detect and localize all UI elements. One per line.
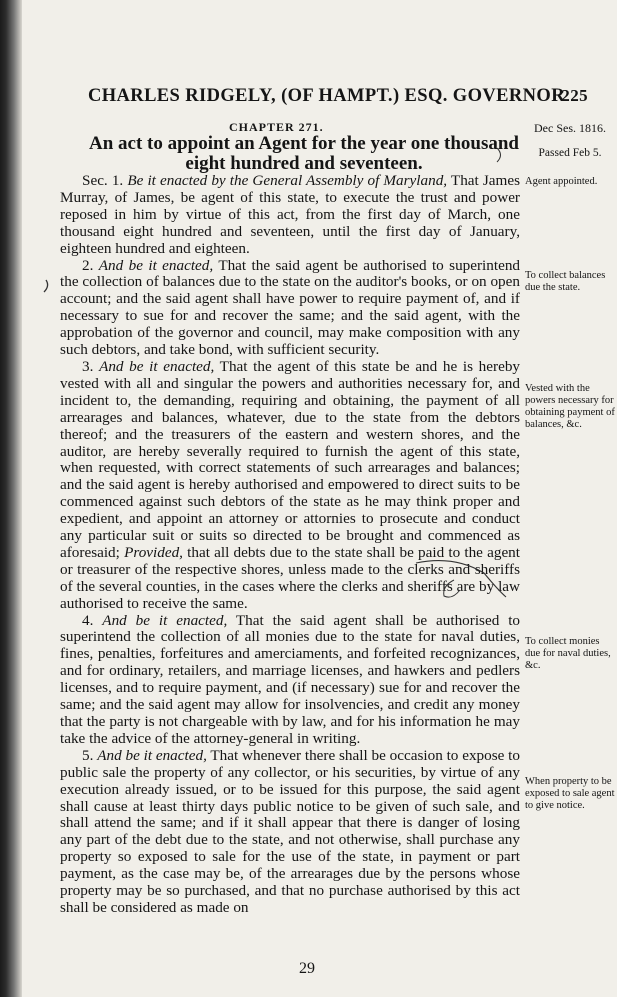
enacting-clause: And be it enacted, <box>99 357 215 375</box>
section-3 <box>60 359 520 613</box>
proviso-clause: Provided, <box>124 543 183 561</box>
document-page <box>24 0 615 997</box>
enacting-clause: And be it enacted, <box>102 611 228 629</box>
scan-binding-edge <box>0 0 22 997</box>
act-body <box>60 173 520 917</box>
section-lead: Sec. 1. <box>82 172 128 189</box>
running-head-title: CHARLES RIDGELY, (OF HAMPT.) ESQ. GOVERNOR <box>88 86 565 106</box>
section-lead: 2. <box>82 256 99 274</box>
section-5 <box>60 748 520 917</box>
act-title: An act to appoint an Agent for the year one thousand eight hundred and seventeen. <box>88 133 519 174</box>
margin-note-collect-balances: To collect balances due the state. <box>525 270 606 293</box>
session-label: Dec Ses. 1816. <box>534 121 606 135</box>
enacting-clause: And be it enacted, <box>98 256 214 274</box>
section-lead: 4. <box>82 611 103 629</box>
session-date-note <box>524 121 616 161</box>
margin-note-agent-appointed: Agent appointed. <box>525 176 598 187</box>
section-4 <box>60 613 520 748</box>
section-text-continued: that all debts due to the state shall be paid to the agent or treasurer of the respective shores, unless made to the clerks and sheriffs of the several counties, in the cases where the clerks and sheriffs are by law authorised to receive the same. <box>60 543 520 612</box>
margin-note-naval-duties: To collect monies due for naval duties, &c. <box>525 636 611 671</box>
section-text: That the said agent be authorised to superintend the collection of balances due to the state on the auditor's books, or on open account; and the said agent shall have power to require payment of, and if necessary to sue for and recover the same; and the said agent, with the approbation of the governor and council, may make composition with any such debtors, and take bond, with sufficient security. <box>60 256 521 359</box>
passed-date: Passed Feb 5. <box>538 147 602 159</box>
section-text: That whenever there shall be occasion to expose to public sale the property of any collector, or his securities, by virtue of any execution already issued, or to be issued for this purpose, the said agent shall cause at least thirty days public notice to be given of such sale, and shall attend the same; and if it shall appear that there is danger of losing any part of the debt due to the state, and not otherwise, shall purchase any property so exposed to sale for the use of the state, in payment or part payment, as the case may be, of the arrearages due by the persons whose property may be so purchased, and that no purchase authorised by this act shall be considered as made on <box>60 746 520 916</box>
section-lead: 3. <box>82 357 100 375</box>
running-head <box>88 86 588 107</box>
page-number: 225 <box>561 86 588 105</box>
enacting-clause: And be it enacted, <box>97 746 207 764</box>
signature-mark: 29 <box>299 960 315 977</box>
chapter-heading: CHAPTER 271. <box>229 120 324 134</box>
section-text: That the agent of this state be and he is hereby vested with all and singular the powers and authorities necessary for, and incident to, the demanding, requiring and obtaining, the payment of all arrearages and balances, whatever, due to the state from the debtors thereof; and the treasurers of the eastern and western shores, and the auditor, are hereby severally required to furnish the agent of this state, when requested, with correct statements of such arrearages and balances; and the said agent is hereby authorised and empowered to direct suits to be commenced against such debtors of the state as he may think proper and expedient, and appoint an attorney or attornies to prosecute and conduct any particular suit or suits so directed to be brought and commenced as aforesaid; <box>60 357 521 561</box>
margin-note-property-sale: When property to be exposed to sale agent to give notice. <box>525 776 615 811</box>
section-text: That the said agent shall be authorised to superintend the collection of all monies due to the state for naval duties, fines, penalties, forfeitures and amerciaments, and forfeited recognizances, and for ordinary, retailers, and marriage licenses, and hawkers and pedlers licenses, and to require payment, and (if necessary) sue for and recover the same; and the said agent may allow for insolvencies, and credit any money that the party is not chargeable with by law, and for his information he may take the advice of the attorney-general in writing. <box>60 611 521 747</box>
section-lead: 5. <box>82 746 98 764</box>
section-1 <box>60 173 520 258</box>
enacting-clause: Be it enacted by the General Assembly of Maryland, <box>127 172 448 189</box>
section-text: That James Murray, of James, be agent of this state, to execute the trust and power reposed in him by virtue of this act, from the first day of March, one thousand eight hundred and seventeen, until the first day of January, eighteen hundred and eighteen. <box>60 172 520 257</box>
margin-note-vested-powers: Vested with the powers necessary for obtaining payment of balances, &c. <box>525 383 615 430</box>
section-2 <box>60 258 520 359</box>
